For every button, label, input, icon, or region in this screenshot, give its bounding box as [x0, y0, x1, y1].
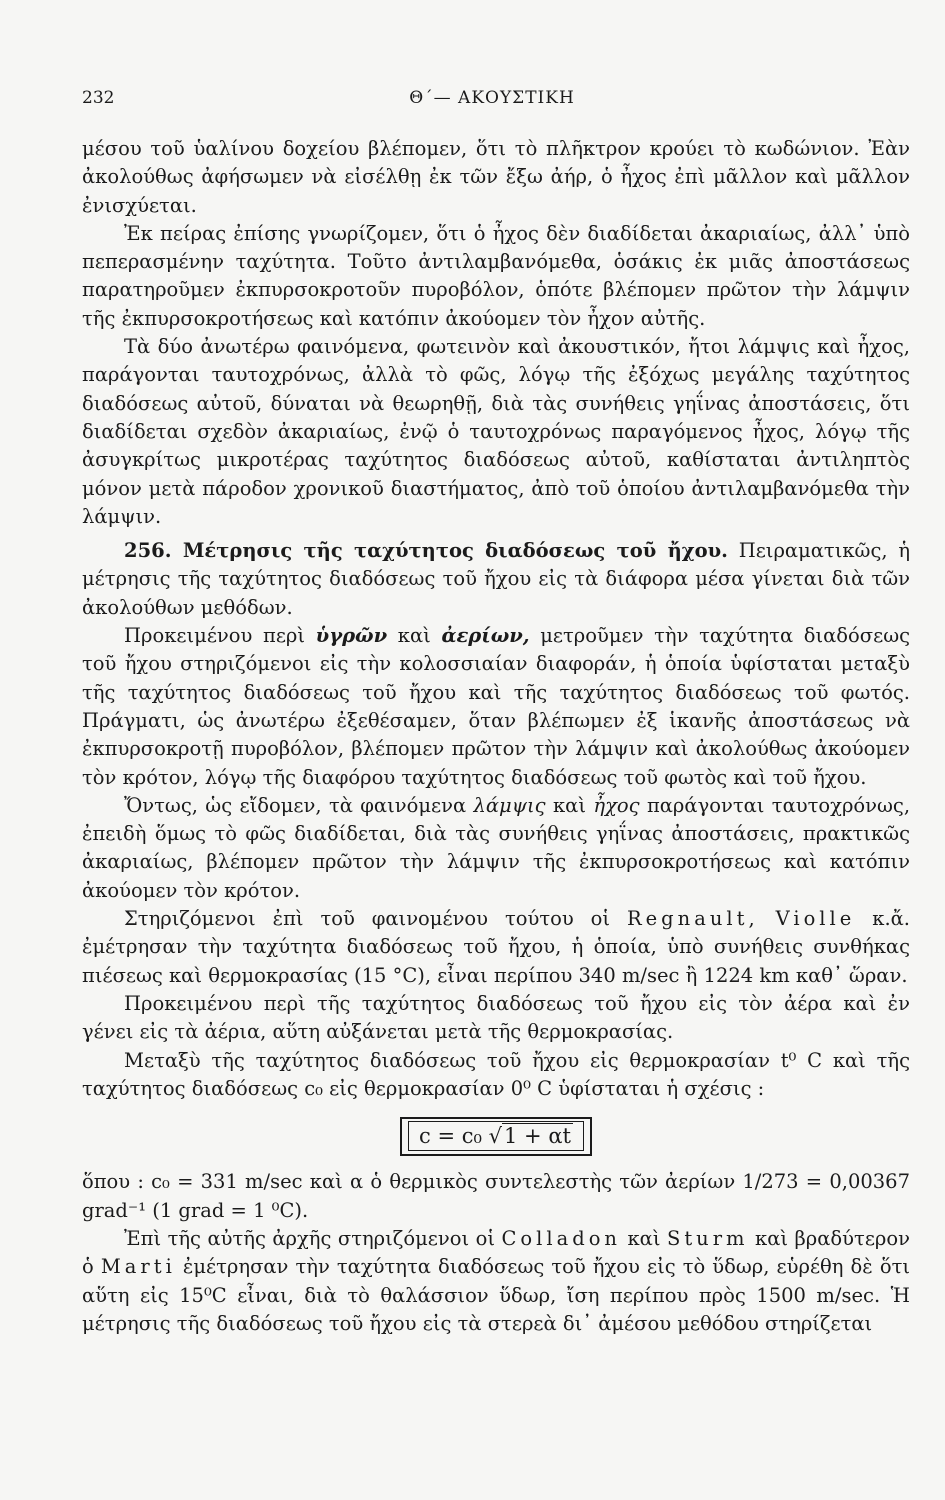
formula-outer-frame: [400, 1117, 592, 1156]
text-run: Προκειμένου περὶ: [124, 624, 306, 648]
paragraph-3: Τὰ δύο ἀνωτέρω φαινόμενα, φωτεινὸν καὶ ἀκουστικόν, ἤτοι λάμψις καὶ ἦχος, παράγονται ταυτοχρόνως, ἀλλὰ τὸ φῶς, λόγῳ τῆς ἐξόχως μεγάλης ταχύτητος διαδόσεως αὐτοῦ, δύναται νὰ θεωρηθῇ, διὰ τὰς συνήθεις γηΐνας ἀποστάσεις, ὅτι διαδίδεται σχεδὸν ἀκαριαίως, ἐνῷ ὁ ταυτοχρόνως παραγόμενος ἦχος, λόγῳ τῆς ἀσυγκρίτως μικροτέρας ταχύτητος διαδόσεως αὐτοῦ, καθίσταται ἀντιληπτὸς μόνον μετὰ πάροδον χρονικοῦ διαστήματος, ἀπὸ τοῦ ὁποίου ἀντιλαμβανόμεθα τὴν λάμψιν.: [82, 335, 910, 528]
text-run: ἐμέτρησαν τὴν ταχύτητα διαδόσεως τοῦ ἤχου εἰς τὸ ὕδωρ, εὑρέθη δὲ ὅτι αὕτη εἰς 15⁰C εἶναι, διὰ τὸ θαλάσσιον ὕδωρ, ἴση περίπου πρὸς 1500 m/sec.: [82, 1255, 910, 1307]
text-run: Ὄντως, ὡς εἴδομεν, τὰ φαινόμενα: [124, 793, 467, 817]
text-run: μετροῦμεν τὴν ταχύτητα διαδόσεως τοῦ ἤχου στηριζόμενοι εἰς τὴν κολοσσιαίαν διαφοράν, ἡ ὁποία ὑφίσταται μεταξὺ τῆς ταχύτητος διαδόσεως τοῦ ἤχου καὶ τῆς ταχύτητος διαδόσεως τοῦ φωτός. Πράγματι, ὡς ἀνωτέρω ἐξεθέσαμεν, ὅταν βλέπωμεν ἐξ ἱκανῆς ἀποστάσεως νὰ ἐκπυρσοκροτῇ πυροβόλον, βλέπομεν πρῶτον τὴν λάμψιν καὶ ἀκολούθως ἀκούομεν τὸν κρότον, λόγῳ τῆς διαφόρου ταχύτητος διαδόσεως τοῦ φωτὸς καὶ τοῦ ἤχου.: [82, 624, 911, 789]
paragraph-definitions: ὅπου : c₀ = 331 m/sec καὶ α ὁ θερμικὸς συντελεστὴς τῶν ἀερίων 1/273 = 0,00367 grad⁻¹ (1 grad = 1 ⁰C).: [82, 1170, 910, 1222]
term-gases: ἀερίων,: [441, 624, 530, 648]
page-header: [82, 88, 902, 118]
section-title: 256. Μέτρησις τῆς ταχύτητος διαδόσεως τοῦ ἤχου.: [124, 539, 728, 563]
section-256: [82, 537, 910, 622]
text-run: καὶ βραδύτερον ὁ: [82, 1226, 910, 1279]
paragraph-1: μέσου τοῦ ὑαλίνου δοχείου βλέπομεν, ὅτι τὸ πλῆκτρον κρούει τὸ κωδώνιον. Ἐὰν ἀκολούθως ἀφήσωμεν νὰ εἰσέλθῃ ἐκ τῶν ἔξω ἀήρ, ὁ ἦχος ἐπὶ μᾶλλον καὶ μᾶλλον ἐνισχύεται.: [82, 137, 910, 217]
running-title: Θ΄— ΑΚΟΥΣΤΙΚΗ: [409, 88, 575, 108]
term-sound: ἦχος: [593, 793, 640, 817]
text-run: κ.ἄ. ἐμέτρησαν τὴν ταχύτητα διαδόσεως τοῦ ἤχου, ἡ ὁποία, ὑπὸ συνήθεις συνθήκας πιέσεως καὶ θερμοκρασίας (15 °C), εἶναι περίπου 340 m/sec ἢ 1224 km καθ᾿ ὥραν.: [82, 907, 911, 987]
paragraph-relation: Μεταξὺ τῆς ταχύτητος διαδόσεως τοῦ ἤχου εἰς θερμοκρασίαν t⁰ C καὶ τῆς ταχύτητος διαδόσεως c₀ εἰς θερμοκρασίαν 0⁰ C ὑφίσταται ἡ σχέσις :: [82, 1048, 910, 1100]
formula: [408, 1121, 584, 1151]
text-run: Ἐπὶ τῆς αὐτῆς ἀρχῆς στηριζόμενοι οἱ: [124, 1226, 495, 1250]
text-run: καὶ: [397, 624, 431, 648]
name-regnault: Regnault,: [626, 907, 759, 931]
name-marti: Marti: [100, 1255, 176, 1279]
text-run: καὶ: [627, 1226, 661, 1250]
term-flash: λάμψις: [473, 793, 546, 817]
page-number: 232: [82, 88, 115, 108]
name-colladon: Colladon: [501, 1226, 621, 1250]
sqrt-symbol: √: [488, 1124, 503, 1149]
name-violle: Violle: [775, 907, 856, 931]
text-run: παράγονται ταυτοχρόνως, ἐπειδὴ ὅμως τὸ φῶς διαδίδεται, διὰ τὰς συνήθεις γηΐνας ἀποστάσεις, πρακτικῶς ἀκαριαίως, βλέπομεν πρῶτον τὴν λάμψιν τῆς ἐκπυρσοκροτήσεως καὶ κατόπιν ἀκούομεν τὸν κρότον.: [82, 793, 911, 902]
paragraph-fluids-gases: [82, 622, 910, 792]
formula-radicand: 1 + αt: [504, 1124, 571, 1149]
text-run: Ἡ μέτρησις τῆς διαδόσεως τοῦ ἤχου εἰς τὰ στερεὰ δι᾿ ἀμέσου μεθόδου στηρίζεται: [82, 1283, 910, 1335]
paragraph-2: Ἐκ πείρας ἐπίσης γνωρίζομεν, ὅτι ὁ ἦχος δὲν διαδίδεται ἀκαριαίως, ἀλλ᾿ ὑπὸ πεπερασμένην ταχύτητα. Τοῦτο ἀντιλαμβανόμεθα, ὁσάκις ἐκ μιᾶς ἀποστάσεως παρατηροῦμεν ἐκπυρσοκροτοῦν πυροβόλον, ὁπότε βλέπομεν πρῶτον τὴν λάμψιν τῆς ἐκπυρσοκροτήσεως καὶ κατόπιν ἀκούομεν τὸν ἦχον αὐτῆς.: [82, 221, 910, 330]
text-run: καὶ: [552, 793, 586, 817]
name-sturm: Sturm: [666, 1226, 749, 1250]
paragraph-flash-sound: [82, 792, 910, 905]
paragraph-gases-temperature: Προκειμένου περὶ τῆς ταχύτητος διαδόσεως τοῦ ἤχου εἰς τὸν ἀέρα καὶ ἐν γένει εἰς τὰ ἀέρια, αὕτη αὐξάνεται μετὰ τῆς θερμοκρασίας.: [82, 991, 910, 1044]
page-body: [82, 135, 910, 1338]
section-intro: Πειραματικῶς, ἡ μέτρησις τῆς ταχύτητος διαδόσεως τοῦ ἤχου εἰς τὰ διάφορα μέσα γίνεται διὰ τῶν ἀκολούθων μεθόδων.: [82, 539, 910, 619]
text-run: Στηριζόμενοι ἐπὶ τοῦ φαινομένου τούτου οἱ: [124, 907, 611, 931]
formula-box: [82, 1117, 910, 1156]
formula-lhs: c = c₀: [419, 1124, 482, 1149]
paragraph-water: [82, 1225, 910, 1338]
term-fluids: ὑγρῶν: [315, 624, 388, 648]
paragraph-regnault: [82, 905, 910, 990]
